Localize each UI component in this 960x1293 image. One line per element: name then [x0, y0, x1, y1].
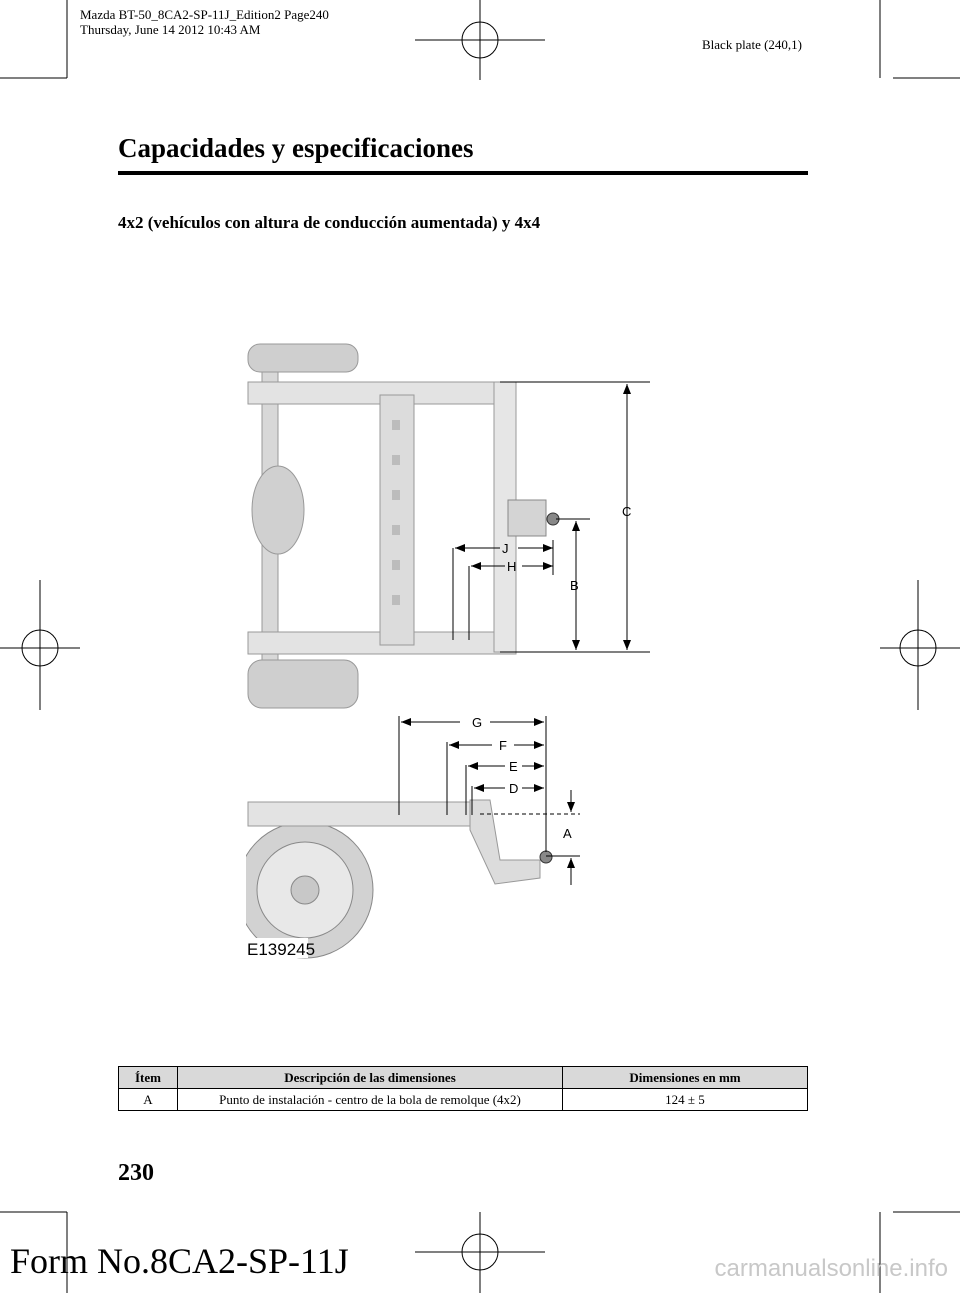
dim-label-b: B [570, 578, 579, 593]
dim-label-j: J [502, 541, 509, 556]
cell-dimension: 124 ± 5 [563, 1089, 808, 1111]
hitch-bracket-side [470, 800, 540, 884]
dim-label-c: C [622, 504, 632, 519]
dim-label-h: H [507, 559, 517, 574]
figure-code: E139245 [247, 940, 316, 959]
plate-label: Black plate (240,1) [702, 37, 802, 52]
dim-label-a: A [563, 826, 572, 841]
cross-member [380, 395, 414, 645]
dim-label-g: G [472, 715, 483, 730]
frame-rail-side [248, 802, 480, 826]
hitch-receiver-top [508, 500, 546, 536]
col-header-description: Descripción de las dimensiones [178, 1067, 563, 1089]
page-number: 230 [118, 1160, 154, 1186]
subheading: 4x2 (vehículos con altura de conducción aumentada) y 4x4 [118, 213, 541, 232]
cell-description: Punto de instalación - centro de la bola de remolque (4x2) [178, 1089, 563, 1111]
section-title: Capacidades y especificaciones [118, 133, 474, 163]
dim-label-d: D [509, 781, 519, 796]
doc-line: Mazda BT-50_8CA2-SP-11J_Edition2 Page240 [80, 7, 329, 22]
dim-label-e: E [509, 759, 518, 774]
col-header-item: Ítem [119, 1067, 178, 1089]
col-header-dimensions: Dimensiones en mm [563, 1067, 808, 1089]
title-rule [118, 171, 808, 175]
table-row [119, 1089, 808, 1111]
tow-hitch-figure [246, 340, 666, 960]
form-number: Form No.8CA2-SP-11J [10, 1241, 349, 1281]
tow-ball-side [540, 851, 552, 863]
rear-wheel-top [248, 344, 358, 372]
rear-wheel-bottom [248, 660, 358, 708]
print-meta [80, 7, 329, 37]
dimensions-table [118, 1066, 808, 1111]
cell-item: A [119, 1089, 178, 1111]
date-line: Thursday, June 14 2012 10:43 AM [80, 22, 261, 37]
table-header-row [119, 1067, 808, 1089]
differential [252, 466, 304, 554]
dim-label-f: F [499, 738, 507, 753]
watermark: carmanualsonline.info [714, 1255, 948, 1282]
